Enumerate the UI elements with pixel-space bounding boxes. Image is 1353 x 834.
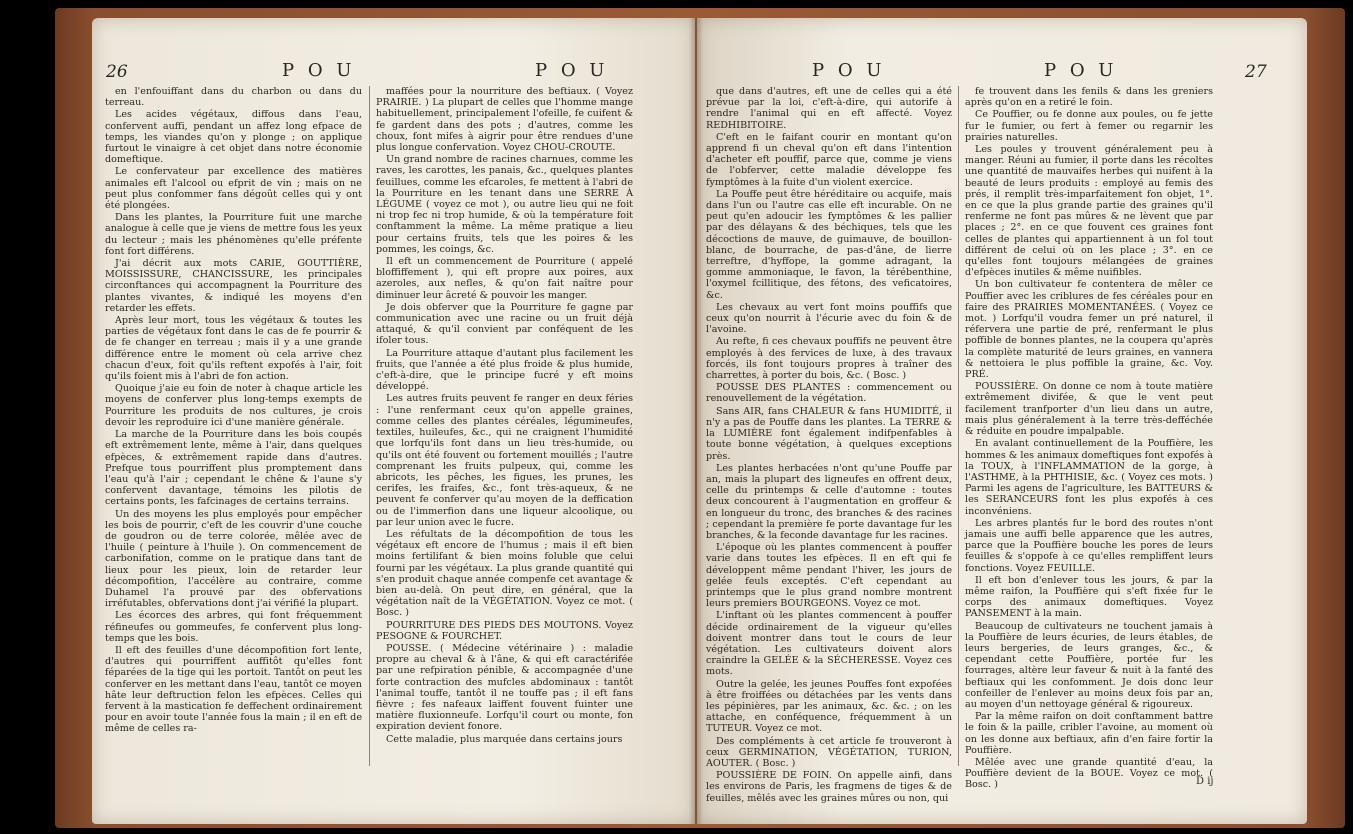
left-running-head-2: P O U bbox=[535, 60, 609, 81]
paragraph: POURRITURE DES PIEDS DES MOUTONS. Voyez PESOGNE & FOURCHET. bbox=[376, 619, 633, 642]
paragraph: Cette maladie, plus marquée dans certains jours bbox=[386, 733, 623, 745]
paragraph: Il eft bon d'enlever tous les jours, & par la même raifon, la Pouffière qui s'eft fixée fur le corps des animaux domeftiques. Voyez PANSEMENT à la main. bbox=[965, 574, 1213, 620]
left-page-column-1 bbox=[105, 86, 362, 776]
paragraph: Les poules y trouvent généralement peu à manger. Réuni au fumier, il porte dans les récoltes une quantité de mauvaifes herbes qui nuifent à la beauté de leurs produits : employé au femis des prés, il remplit très-imparfaitement fon objet, 1°. en ce que la plus grande partie des graines qu'il renferme ne font pas mûres & ne lèvent que par places ; 2°. en ce que fouvent ces graines font celles de plantes qui appartiennent à un fol tout différent de celui où on les place ; 3°. en ce qu'elles font toujours mélangées de graines d'efpèces inutiles & même nuifibles. bbox=[965, 144, 1213, 279]
paragraph: Un des moyens les plus employés pour empêcher les bois de pourrir, c'eft de les couvrir d'une couche de goudron ou de terre colorée, mêlée avec de l'huile ( peinture à l'huile ). On commencement de carbonifation, comme on le pratique dans tant de lieux pour les pieux, loin de retarder leur décompofition, l'accélère au contraire, comme Duhamel l'a prouvé par des obfervations irréfutables, obfervations dont j'ai vérifié la plupart. bbox=[105, 508, 362, 610]
left-running-head-1: P O U bbox=[282, 60, 356, 81]
paragraph: que dans d'autres, eft une de celles qui a été prévue par la loi, c'eft-à-dire, qui autorife à rendre l'animal qui en eft affecté. Voyez REDHIBITOIRE. bbox=[706, 86, 952, 131]
left-page-number: 26 bbox=[106, 62, 128, 82]
paragraph: POUSSE DES PLANTES : commencement ou renouvellement de la végétation. bbox=[706, 382, 952, 405]
left-column-divider bbox=[369, 86, 370, 766]
paragraph: Je dois obferver que la Pourriture fe gagne par communication avec une racine ou un fruit déjà attaqué, & qu'il convient par conféquent de les ifoler tous. bbox=[376, 301, 633, 347]
paragraph: fe trouvent dans les fenils & dans les greniers après qu'on en a retiré le foin. bbox=[965, 86, 1213, 109]
paragraph: Il eft un commencement de Pourriture ( appelé bloffiffement ), qui eft propre aux poires, aux azeroles, aux nefles, & qu'on fait naître pour diminuer leur âcreté & pouvoir les manger. bbox=[376, 256, 633, 301]
paragraph: La Pouffe peut être héréditaire ou acquife, mais dans l'un ou l'autre cas elle eft incurable. On ne peut qu'en adoucir les fymptômes & les pallier par des délayans & des béchiques, tels que les décoctions de mauve, de guimauve, de bouillon-blanc, de bourrache, de pas-d'âne, de lierre terreftre, d'hyffope, la gomme adragant, la gomme ammoniaque, le favon, la térébenthine, l'oxymel fcillitique, des fétons, des veficatoires, &c. bbox=[706, 188, 952, 301]
right-running-head-2: P O U bbox=[1044, 60, 1118, 81]
paragraph: J'ai décrit aux mots CARIE, GOUTTIÈRE, MOISSISSURE, CHANCISSURE, les principales circonftances qui accompagnent la Pourriture des plantes vivantes, & indiqué les moyens d'en retarder les effets. bbox=[105, 258, 362, 314]
paragraph: Les acides végétaux, diffous dans l'eau, confervent auffi, pendant un affez long efpace de temps, les viandes qu'on y plonge ; on applique furtout le vinaigre à cet objet dans notre économie domeftique. bbox=[105, 109, 362, 166]
paragraph: POUSSIÈRE DE FOIN. On appelle ainfi, dans les environs de Paris, les fragmens de tiges & de feuilles, mêlés avec les graines mûres ou non, qui bbox=[706, 770, 952, 804]
paragraph: La Pourriture attaque d'autant plus facilement les fruits, que l'année a été plus froide & plus humide, c'eft-à-dire, que le principe fucré y eft moins développé. bbox=[376, 347, 633, 393]
paragraph: La marche de la Pourriture dans les bois coupés eft extrêmement lente, même à l'air, dans quelques efpèces, & extrêmement rapide dans d'autres. Prefque tous pourriffent plus promptement dans l'eau qu'à l'air ; cependant le chêne & l'aune s'y confervent davantage, témoins les pilotis de certains ponts, les fafcinages de certains terrains. bbox=[105, 429, 362, 508]
paragraph: Les écorces des arbres, qui font fréquemment réfineufes ou gommeufes, fe confervent plus long-temps que les bois. bbox=[105, 610, 362, 644]
right-column-divider bbox=[958, 86, 959, 766]
paragraph: Après leur mort, tous les végétaux & toutes les parties de végétaux font dans le cas de fe pourrir & de fe changer en terreau ; mais il y a une grande différence entre le moment où cela arrive chez chacun d'eux, foit qu'ils reftent expofés à l'air, foit qu'ils foient mis à l'abri de fon action. bbox=[105, 315, 362, 383]
paragraph: C'eft en le faifant courir en montant qu'on apprend fi un cheval qu'on eft dans l'intention d'acheter eft pouffif, parce que, comme je viens de l'obferver, cette maladie développe fes fymptômes à la fuite d'un violent exercice. bbox=[706, 131, 952, 188]
right-running-head-1: P O U bbox=[812, 60, 886, 81]
paragraph: Un grand nombre de racines charnues, comme les raves, les carottes, les panais, &c., quelques plantes feuillues, comme les efcaroles, fe mettent à l'abri de la Pourriture en les tenant dans une SERRE À LÉGUME ( voyez ce mot ), ou autre lieu qui ne foit ni trop fec ni trop humide, & où la température foit conftamment la même. La même pratique a lieu pour certains fruits, tels que les poires & les pommes, les coings, &c. bbox=[376, 154, 633, 255]
paragraph: Beaucoup de cultivateurs ne touchent jamais à la Pouffière de leurs écuries, de leurs étables, de leurs bergeries, de leurs granges, &c., & cependant cette Pouffière, portée fur les fourrages, altère leur faveur & nuit à la fanté des beftiaux qui les confomment. Je dois donc leur confeiller de l'enlever au moins deux fois par an, au moyen d'un nettoyage général & rigoureux. bbox=[965, 620, 1213, 710]
paragraph: Les arbres plantés fur le bord des routes n'ont jamais une auffi belle apparence que les autres, parce que la Pouffière bouche les pores de leurs feuilles & s'oppofe à ce qu'elles rempliffent leurs fonctions. Voyez FEUILLE. bbox=[965, 517, 1213, 574]
paragraph: L'époque où les plantes commencent à pouffer varie dans toutes les efpèces. Il en eft qui fe développent même pendant l'hiver, les jours de gelée feuls exceptés. C'eft cependant au printemps que le plus grand nombre montrent leurs premiers BOURGEONS. Voyez ce mot. bbox=[706, 542, 952, 610]
paragraph: Les autres fruits peuvent fe ranger en deux féries : l'une renfermant ceux qu'on appelle graines, comme celles des plantes céréales, légumineufes, textiles, huileufes, &c., qui ne craignent l'humidité que lorfqu'ils font dans un lieu très-humide, ou qu'ils ont été fouvent ou fortement mouillés ; l'autre comprenant les fruits pulpeux, qui, comme les abricots, les pêches, les figues, les prunes, les cerifes, les fraifes, &c., font très-aqueux, & ne peuvent fe conferver qu'au moyen de la deffication ou de l'immerfion dans une liqueur alcoolique, ou par leur union avec le fucre. bbox=[376, 393, 633, 528]
paragraph: en l'enfouiffant dans du charbon ou dans du terreau. bbox=[105, 86, 362, 109]
paragraph: Par la même raifon on doit conftamment battre le foin & la paille, cribler l'avoine, au moment où on les donne aux beftiaux, afin d'en faire fortir la Pouffière. bbox=[965, 711, 1213, 756]
paragraph: En avalant continuellement de la Pouffière, les hommes & les animaux domeftiques font expofés à la TOUX, à l'INFLAMMATION de la gorge, à l'ASTHME, à la PHTHISIE, &c. ( Voyez ces mots. ) Parmi les agens de l'agriculture, les BATTEURS & les SERANCEURS font les plus expofés à ces inconvéniens. bbox=[965, 438, 1214, 517]
paragraph: maffées pour la nourriture des beftiaux. ( Voyez PRAIRIE. ) La plupart de celles que l'homme mange habituellement, principalement l'ofeille, fe cuifent & fe gardent dans des pots ; d'autres, comme les choux, font mifes à aigrir pour être rendues d'une plus longue confervation. Voyez CHOU-CROUTE. bbox=[376, 86, 633, 154]
paragraph: L'inftant où les plantes commencent à pouffer décide ordinairement de la vigueur qu'elles doivent montrer dans tout le cours de leur végétation. Les cultivateurs doivent alors craindre la GELÉE & la SÉCHERESSE. Voyez ces mots. bbox=[706, 610, 952, 678]
paragraph: Des compléments à cet article fe trouveront à ceux GERMINATION, VÉGÉTATION, TURION, AOUTER. ( Bosc. ) bbox=[706, 735, 952, 769]
paragraph: POUSSE. ( Médecine vétérinaire ) : maladie propre au cheval & à l'âne, & qui eft caractérifée par une refpiration pénible, & accompagnée d'une forte contraction des mufcles abdominaux : tantôt l'animal touffe, tantôt il ne touffe pas ; il eft fans fièvre ; fes nafeaux laiffent fouvent fuinter une matière fluxionneufe. Lorfqu'il court ou monte, fon expiration devient fonore. bbox=[376, 642, 633, 733]
signature-mark: D ij bbox=[1196, 776, 1214, 787]
paragraph: Les plantes herbacées n'ont qu'une Pouffe par an, mais la plupart des ligneufes en offrent deux, celle du printemps & celle d'automne : toutes deux concourent à l'augmentation en groffeur & en longueur du tronc, des branches & des racines ; cependant la première fe porte davantage fur les branches, & la feconde davantage fur les racines. bbox=[706, 462, 952, 541]
paragraph: Outre la gelée, les jeunes Pouffes font expofées à être froiffées ou détachées par les vents dans les pépinières, par les animaux, &c. &c. ; on les attache, en conféquence, fréquemment à un TUTEUR. Voyez ce mot. bbox=[706, 678, 952, 735]
paragraph: Quoique j'aie eu foin de noter à chaque article les moyens de conferver plus long-temps exempts de Pourriture les produits de nos cultures, je crois devoir les reproduire ici d'une manière générale. bbox=[105, 383, 362, 428]
paragraph: Il eft des feuilles d'une décompofition fort lente, d'autres qui pourriffent auffitôt qu'elles font féparées de la tige qui les portoit. Tantôt on peut les conferver en les mettant dans l'eau, tantôt ce moyen hâte leur deftruction felon les efpèces. Celles qui fervent à la mastication fe deffechent ordinairement pour en avoir toute l'année fous la main ; il en eft de même de celles ra- bbox=[105, 644, 362, 735]
paragraph: Les chevaux au vert font moins pouffifs que ceux qu'on nourrit à l'écurie avec du foin & de l'avoine. bbox=[706, 301, 952, 336]
paragraph: Ce Pouffier, ou fe donne aux poules, ou fe jette fur le fumier, ou fert à femer ou regarnir les prairies naturelles. bbox=[965, 109, 1213, 143]
paragraph: POUSSIÈRE. On donne ce nom à toute matière extrêmement divifée, & que le vent peut facilement tranfporter d'un lieu dans un autre, mais plus généralement à la terre très-defféchée & réduite en poudre impalpable. bbox=[965, 381, 1213, 438]
right-page-number: 27 bbox=[1245, 62, 1267, 82]
paragraph: Le confervateur par excellence des matières animales eft l'alcool ou efprit de vin ; mais on ne peut plus confommer fans dégoût celles qui y ont été plongées. bbox=[105, 166, 362, 212]
paragraph: Les réfultats de la décompofition de tous les végétaux eft encore de l'humus ; mais il eft bien moins fertilifant & bien moins foluble que celui fourni par les végétaux. La plus grande quantité qui s'en produit chaque année compenfe cet avantage & bien au-delà. On peut dire, en général, que la végétation naît de la VÉGÉTATION. Voyez ce mot. ( Bosc. ) bbox=[376, 528, 633, 619]
left-page-column-2 bbox=[376, 86, 633, 776]
paragraph: Sans AIR, fans CHALEUR & fans HUMIDITÉ, il n'y a pas de Pouffe dans les plantes. La TERRE & la LUMIÈRE font également indifpenfables à toute bonne végétation, à quelques exceptions près. bbox=[706, 405, 952, 462]
right-page-column-1 bbox=[706, 86, 952, 804]
paragraph: Mêlée avec une grande quantité d'eau, la Pouffière devient de la BOUE. Voyez ce mot. ( Bosc. ) bbox=[965, 756, 1213, 791]
paragraph: Dans les plantes, la Pourriture fuit une marche analogue à celle que je viens de mettre fous les yeux du lecteur ; mais les phénomènes qu'elle préfente font fort différens. bbox=[105, 212, 362, 257]
paragraph: Au refte, fi ces chevaux pouffifs ne peuvent être employés à des fervices de luxe, à des travaux forcés, ils font toujours propres à traîner des charrettes, à porter du bois, &c. ( Bosc. ) bbox=[706, 336, 952, 382]
paragraph: Un bon cultivateur fe contentera de mêler ce Pouffier avec les criblures de fes céréales pour en faire des PRAIRIES MOMENTANÉES. ( Voyez ce mot. ) Lorfqu'il voudra femer un pré naturel, il réfervera une partie de pré, renfermant le plus poffible de bonnes plantes, ne la coupera qu'après la complète maturité de leurs graines, en vannera & nettoiera le plus poffible la graine, &c. Voy. PRÉ. bbox=[965, 279, 1213, 381]
book-gutter bbox=[689, 18, 703, 824]
